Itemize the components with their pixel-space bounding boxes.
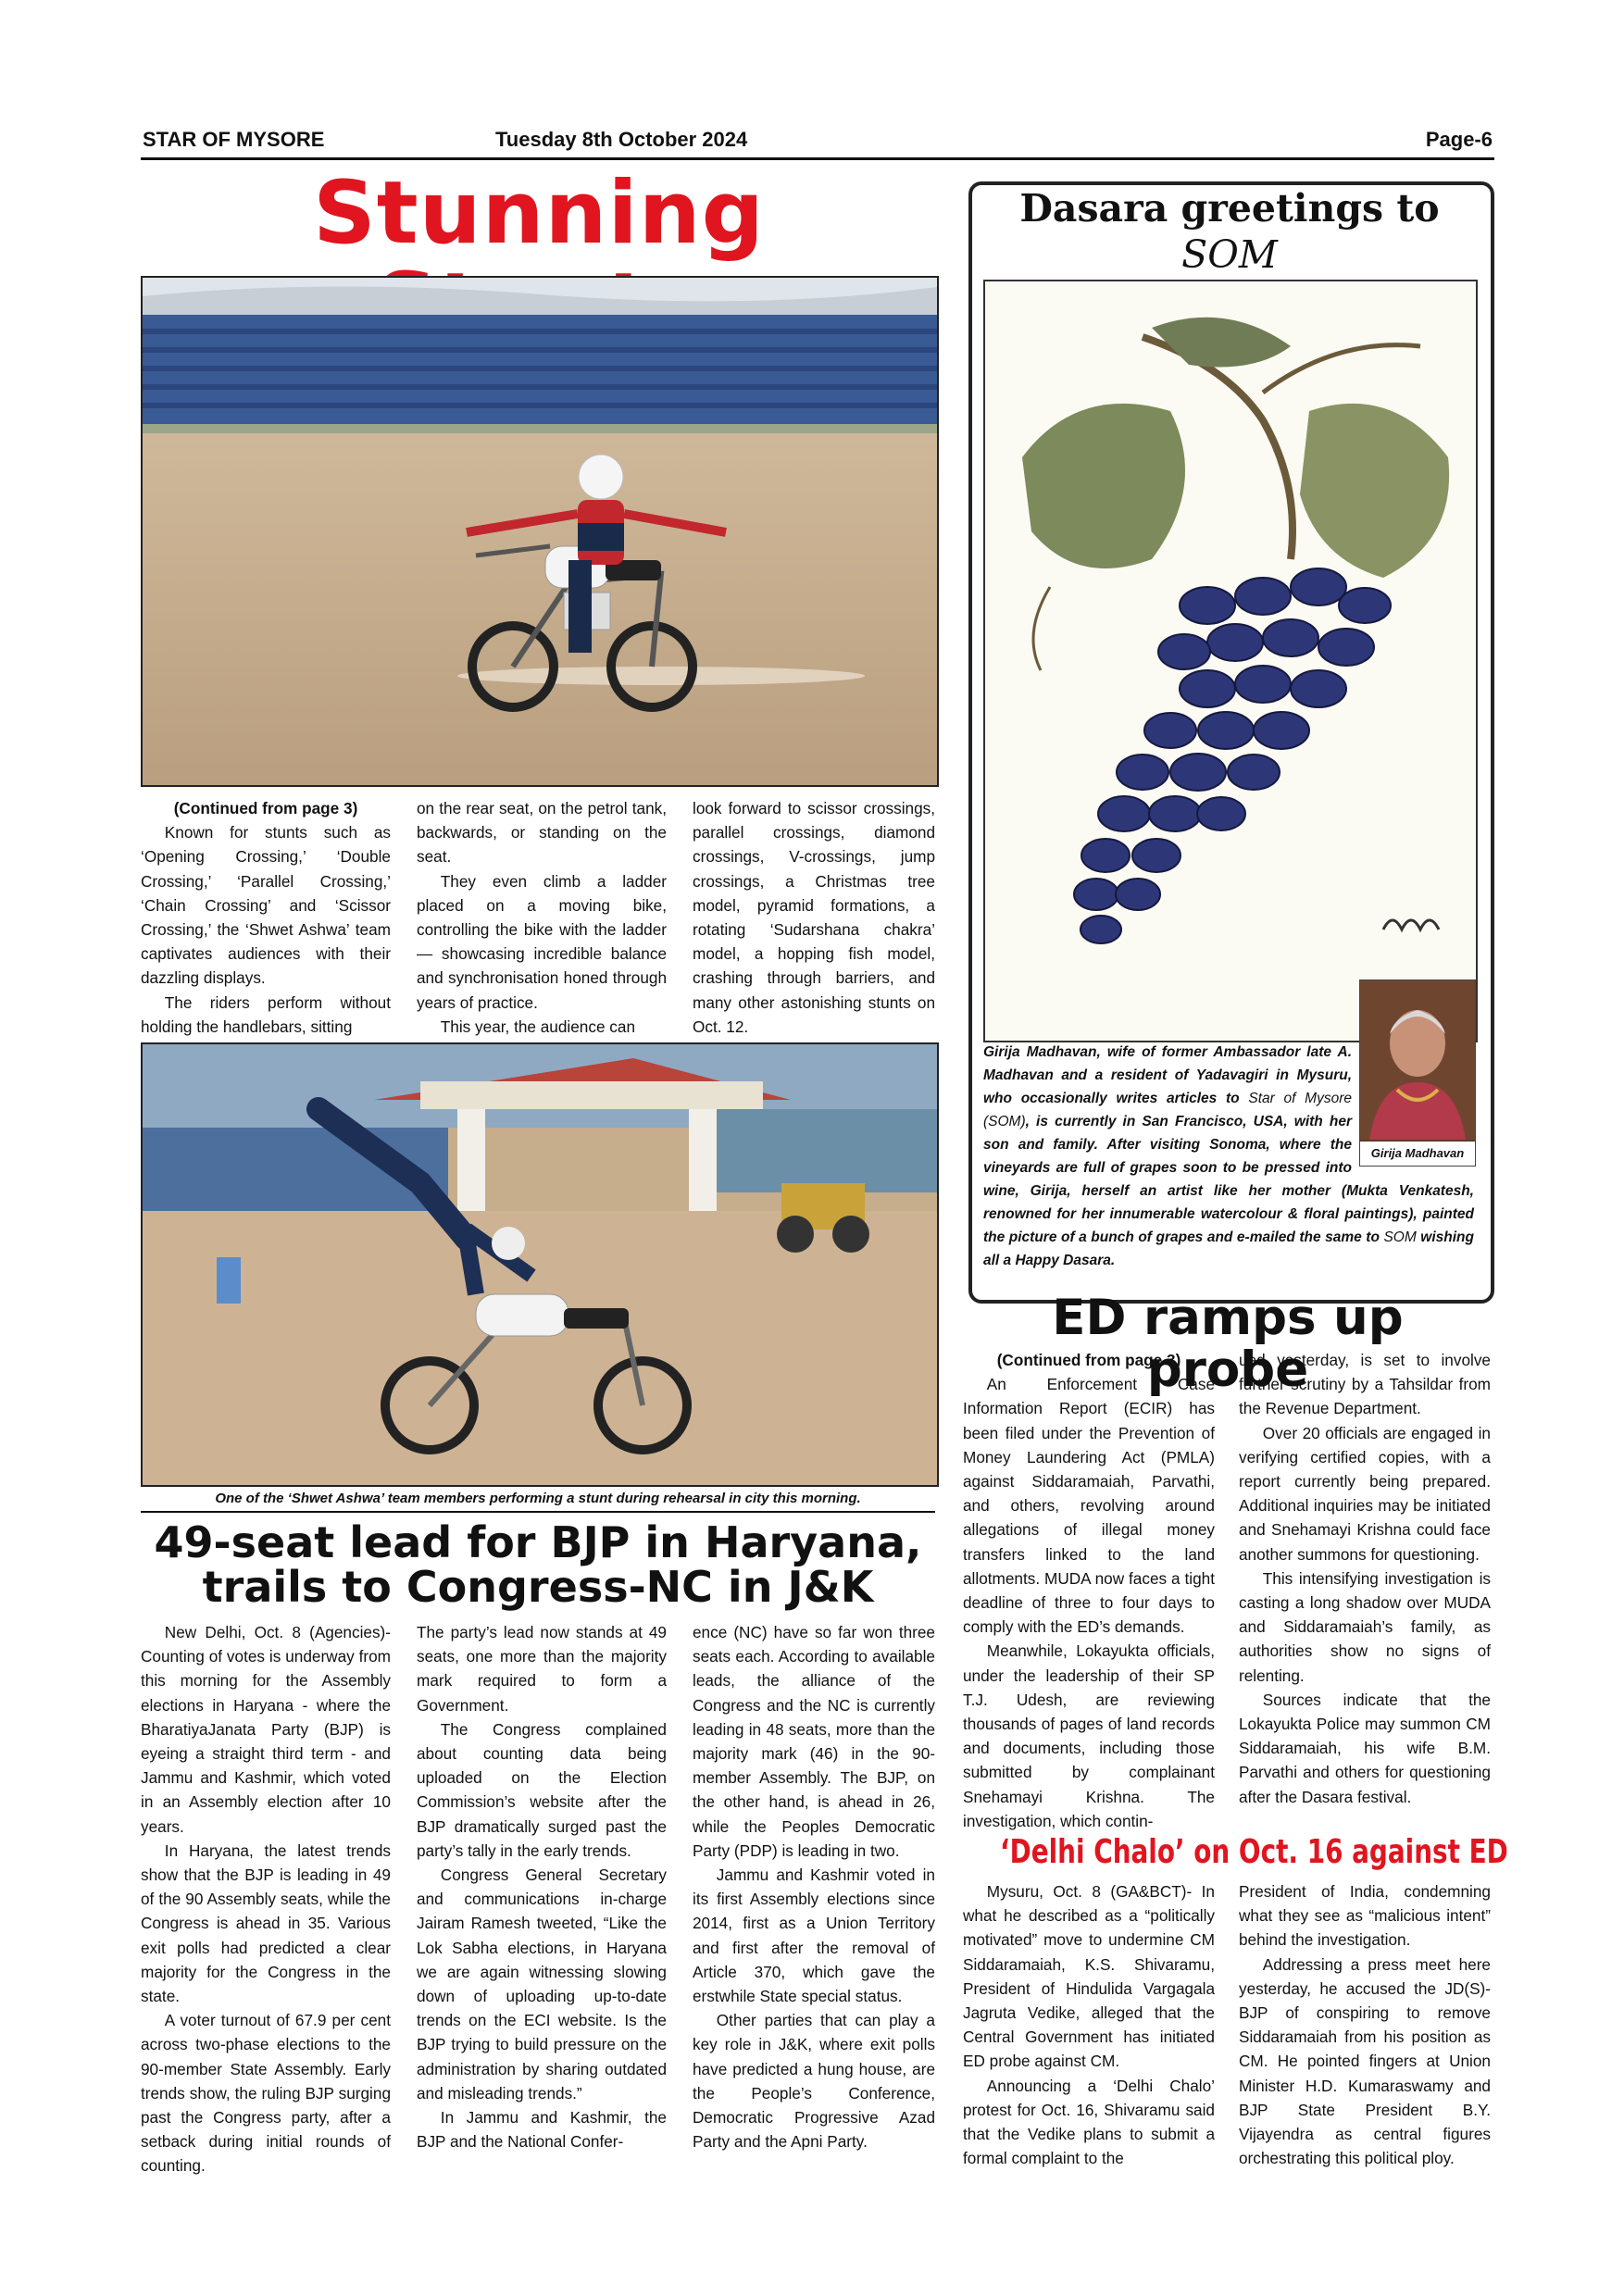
paragraph: Other parties that can play a key role in J&K, where exit polls have predicted a hung house, are the People’s Conference, Democratic Progressive Azad Party and the Apni Party. bbox=[693, 2011, 935, 2152]
caption-text: wishing all a Happy Dasara. bbox=[983, 1229, 1474, 1268]
headline-text: Dasara greetings to bbox=[1019, 186, 1440, 231]
paragraph: on the rear seat, on the petrol tank, backwards, or standing on the seat. bbox=[417, 799, 667, 867]
caption-emphasis: SOM bbox=[1383, 1229, 1417, 1245]
paragraph: This year, the audience can bbox=[440, 1017, 635, 1036]
paragraph: Known for stunts such as ‘Opening Crossing,’ ‘Double Crossing,’ ‘Parallel Crossing,’ ‘Chain Crossing’ and ‘Scissor Crossing,’ the ‘Shwet Ashwa’ team captivates audiences with their dazzling displays. bbox=[141, 823, 391, 988]
paragraph: ued yesterday, is set to involve further scrutiny by a Tahsildar from the Revenue Department. bbox=[1239, 1351, 1491, 1418]
ed-column-1 bbox=[963, 1348, 1215, 1833]
continued-label: (Continued from page 3) bbox=[996, 1351, 1181, 1369]
caption-text: Girija Madhavan, wife of former Ambassador late A. Madhavan and a resident of Yadavagiri in Mysuru, who occasionally writes articles to bbox=[983, 1044, 1352, 1106]
haryana-column-2 bbox=[417, 1620, 667, 2153]
headline-line-1: 49-seat lead for BJP in Haryana, bbox=[154, 1517, 922, 1567]
paragraph: A voter turnout of 67.9 per cent across two-phase elections to the 90-member State Assembly. Early trends show, the ruling BJP surging past the Congress party, after a setback during initial rounds of counting. bbox=[141, 2011, 391, 2176]
headline-line-1 bbox=[972, 185, 1487, 278]
delhi-column-2 bbox=[1239, 1879, 1491, 2170]
publication-name: STAR OF MYSORE bbox=[143, 128, 325, 151]
headline-line-2: trails to Congress-NC in J&K bbox=[202, 1562, 874, 1613]
paragraph: The party’s lead now stands at 49 seats, one more than the majority mark required to form a Government. bbox=[417, 1623, 667, 1715]
grapes-painting bbox=[983, 280, 1478, 1042]
stunts-column-1 bbox=[141, 796, 391, 1039]
stunts-column-2 bbox=[417, 796, 667, 1039]
ed-headline: ED ramps up probe bbox=[1052, 1290, 1404, 1398]
paragraph: The Congress complained about counting data being uploaded on the Election Commission’s website after the BJP dramatically surged past the party’s tally in the early trends. bbox=[417, 1719, 667, 1860]
headline-emphasis: SOM bbox=[1181, 232, 1278, 277]
header-rule bbox=[141, 157, 1494, 160]
dasara-caption bbox=[983, 1041, 1474, 1272]
paragraph: This intensifying investigation is casting a long shadow over MUDA and Siddaramaiah’s family, as authorities show no signs of relenting. bbox=[1239, 1568, 1491, 1685]
issue-date: Tuesday 8th October 2024 bbox=[495, 128, 748, 151]
paragraph: Jammu and Kashmir voted in its first Assembly elections since 2014, first as a Union Territory and first after the removal of Article 370, which gave the erstwhile State special status. bbox=[693, 1866, 935, 2006]
caption-emphasis: Star of Mysore (SOM) bbox=[983, 1091, 1352, 1129]
stunts-headline: Stunning bbox=[313, 163, 765, 264]
paragraph: New Delhi, Oct. 8 (Agencies)- Counting of votes is underway from this morning for the Assembly elections in Haryana - where the BharatiyaJanata Party (BJP) is eyeing a straight third term - and Jammu and Kashmir, which voted in an Assembly election after 10 years. bbox=[141, 1623, 391, 1836]
paragraph: The riders perform without holding the handlebars, sitting bbox=[141, 992, 391, 1036]
delhi-column-1 bbox=[963, 1879, 1215, 2170]
stunts-column-3 bbox=[693, 796, 935, 1039]
paragraph: Over 20 officials are engaged in verifying certified copies, with a report currently being prepared. Additional inquiries may be initiated and Snehamayi Krishna could face another summons for questioning. bbox=[1239, 1423, 1491, 1564]
haryana-column-1 bbox=[141, 1620, 391, 2178]
haryana-column-3 bbox=[693, 1620, 935, 2153]
bike-rider-illustration bbox=[143, 278, 937, 785]
paragraph: Announcing a ‘Delhi Chalo’ protest for Oct. 16, Shivaramu said that the Vedike plans to submit a formal complaint to the bbox=[963, 2076, 1215, 2168]
paragraph: An Enforcement Case Information Report (ECIR) has been filed under the Prevention of Money Laundering Act (PMLA) against Siddaramaiah, Parvathi, and others, revolving around allegations of illegal money transfers linked to the land allotments. MUDA now faces a tight deadline of three to four days to comply with the ED’s demands. bbox=[963, 1375, 1215, 1637]
ed-column-2 bbox=[1239, 1348, 1491, 1809]
handstand-stunt-illustration bbox=[143, 1044, 937, 1485]
section-divider bbox=[141, 1511, 935, 1513]
paragraph: They even climb a ladder placed on a moving bike, controlling the bike with the ladder — showcasing incredible balance and synchronisation honed through years of practice. bbox=[417, 871, 667, 1012]
page-number: Page-6 bbox=[1425, 128, 1493, 151]
paragraph: Sources indicate that the Lokayukta Police may summon CM Siddaramaiah, his wife B.M. Parvathi and others for questioning after the Dasara festival. bbox=[1239, 1690, 1491, 1806]
continued-label: (Continued from page 3) bbox=[173, 799, 358, 817]
paragraph: ence (NC) have so far won three seats each. According to available leads, the alliance of the Congress and the NC is currently leading in 48 seats, more than the majority mark (46) in the 90-member Assembly. The BJP, on the other hand, is ahead in 26, while the Peoples Democratic Party (PDP) is leading in two. bbox=[693, 1623, 935, 1860]
caption-text: , is currently in San Francisco, USA, with her son and family. After visiting Sonoma, where the vineyards are full of grapes soon to be pressed into wine, Girija, herself an artist like her mother (Mukta Venkatesh, renowned for her innumerable watercolour & floral paintings), painted the picture of a bunch of grapes and e-mailed the same to bbox=[983, 1114, 1474, 1245]
stunt-photo-1 bbox=[141, 276, 939, 787]
paragraph: In Jammu and Kashmir, the BJP and the National Confer- bbox=[417, 2108, 667, 2152]
grapes-illustration bbox=[985, 281, 1476, 1041]
paragraph: Congress General Secretary and communications in-charge Jairam Ramesh tweeted, “Like the Lok Sabha elections, in Haryana we are again witnessing slowing down of uploading up-to-date trends on the ECI website. Is the BJP trying to build pressure on the administration by sharing outdated and misleading trends.” bbox=[417, 1866, 667, 2103]
paragraph: In Haryana, the latest trends show that the BJP is leading in 49 of the 90 Assembly seats, while the Congress is ahead in 35. Various exit polls had predicted a clear majority for the Congress in the state. bbox=[141, 1841, 391, 2006]
paragraph: Mysuru, Oct. 8 (GA&BCT)- In what he described as a “politically motivated” move to undermine CM Siddaramaiah, K.S. Shivaramu, President of Hindulida Vargagala Jagruta Vedike, alleged that the Central Government has initiated ED probe against CM. bbox=[963, 1882, 1215, 2071]
delhi-chalo-headline: ‘Delhi Chalo’ on Oct. 16 against ED bbox=[1000, 1833, 1508, 1871]
portrait-label: Girija Madhavan bbox=[1360, 1142, 1475, 1166]
paragraph: Addressing a press meet here yesterday, he accused the JD(S)-BJP of conspiring to remove Siddaramaiah from his position as CM. He pointed fingers at Union Minister H.D. Kumaraswamy and BJP State President B.Y. Vijayendra as central figures orchestrating this political ploy. bbox=[1239, 1954, 1491, 2168]
photo-caption: One of the ‘Shwet Ashwa’ team members performing a stunt during rehearsal in city this morning. bbox=[215, 1491, 861, 1506]
stunt-photo-2 bbox=[141, 1042, 939, 1487]
portrait-float-spacer bbox=[1352, 1041, 1474, 1163]
paragraph: Meanwhile, Lokayukta officials, under the leadership of their SP T.J. Udesh, are reviewing thousands of pages of land records and documents, including those submitted by complainant Snehamayi Krishna. The investigation, which contin- bbox=[963, 1641, 1215, 1830]
paragraph: look forward to scissor crossings, parallel crossings, diamond crossings, V-crossings, jump crossings, a Christmas tree model, pyramid formations, a rotating ‘Sudarshana chakra’ model, a hopping fish model, crashing through barriers, and many other astonishing stunts on Oct. 12. bbox=[693, 799, 935, 1036]
paragraph: President of India, condemning what they see as “malicious intent” behind the investigation. bbox=[1239, 1882, 1491, 1950]
haryana-headline bbox=[141, 1517, 935, 1613]
